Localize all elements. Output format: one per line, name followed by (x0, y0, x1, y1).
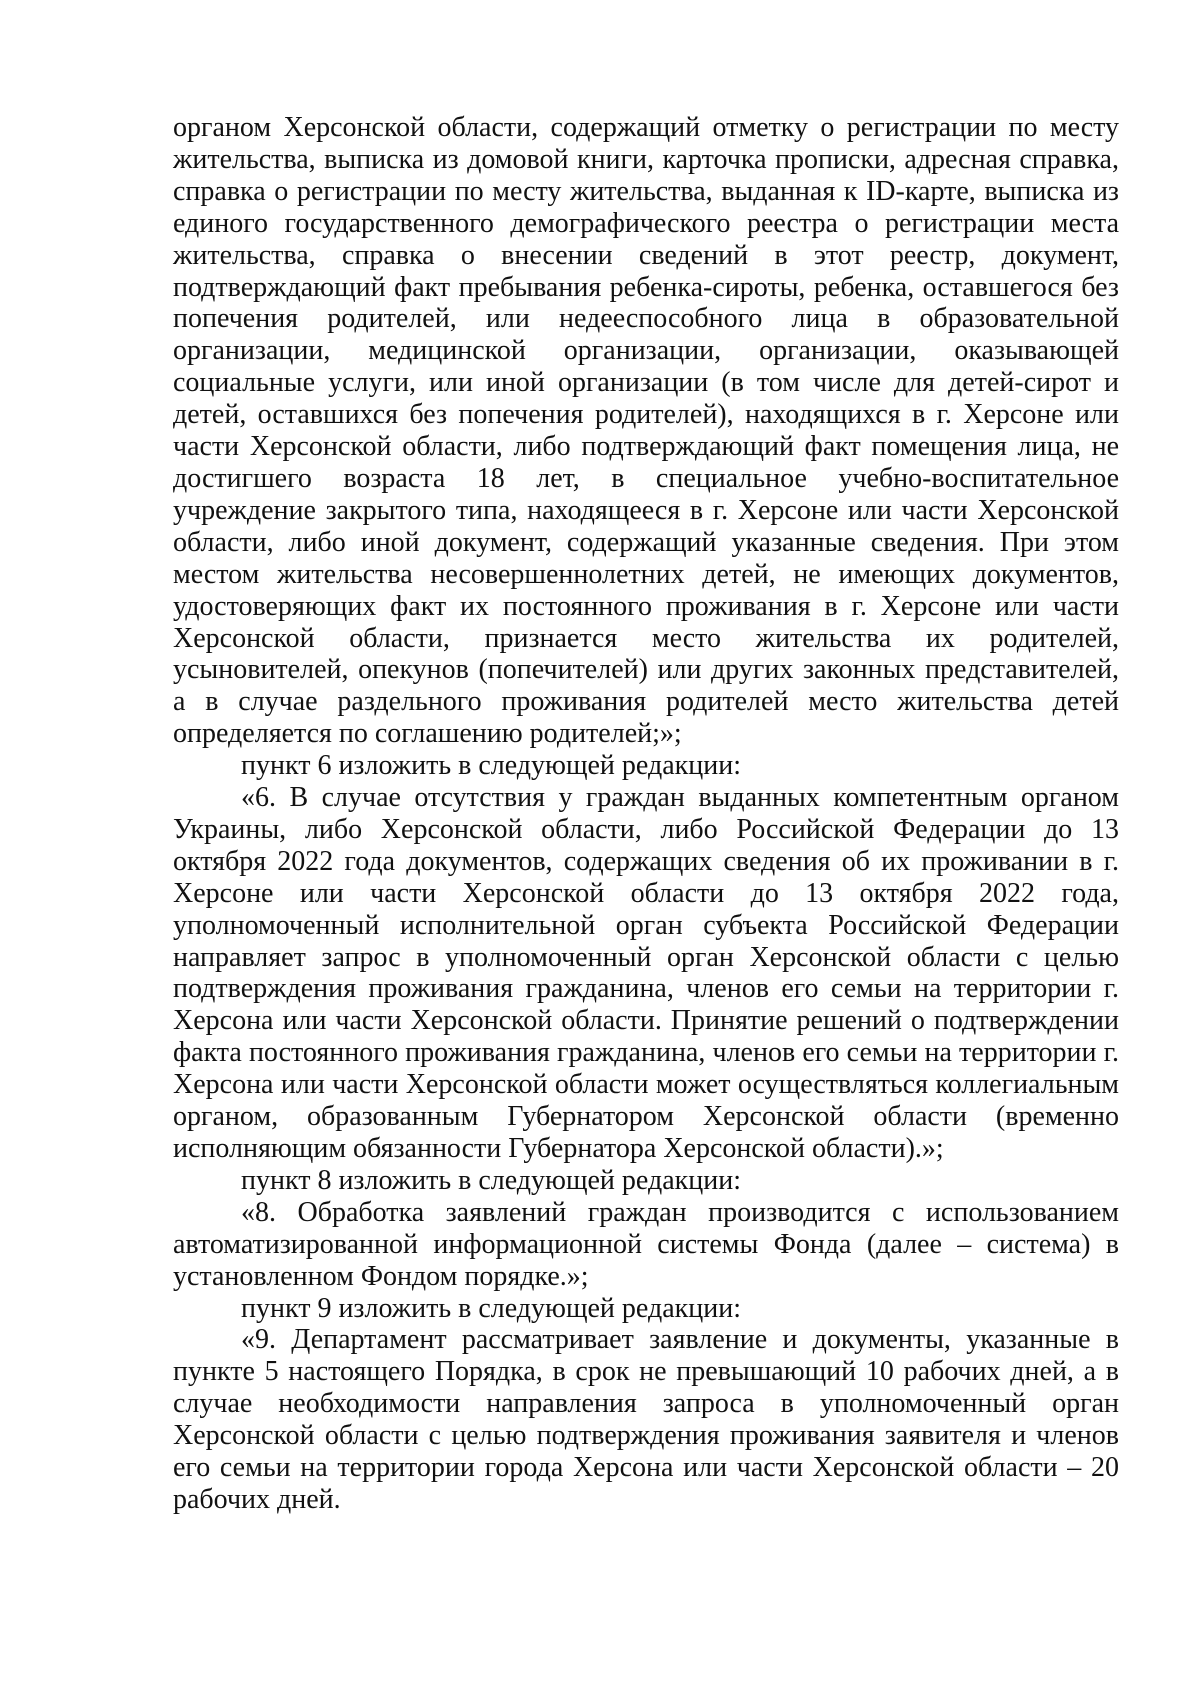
paragraph-clause-6-text: «6. В случае отсутствия у граждан выданных компетентным органом Украины, либо Херсонской области, либо Российской Федерации до 13 октября 2022 года документов, содержащих сведения об их проживании в г. Херсоне или части Херсонской области до 13 октября 2022 года, уполномоченный исполнительной орган субъекта Российской Федерации направляет запрос в уполномоченный орган Херсонской области с целью подтверждения проживания гражданина, членов его семьи на территории г. Херсона или части Херсонской области. Принятие решений о подтверждении факта постоянного проживания гражданина, членов его семьи на территории г. Херсона или части Херсонской области может осуществляться коллегиальным органом, образованным Губернатором Херсонской области (временно исполняющим обязанности Губернатора Херсонской области).»; (173, 782, 1119, 1164)
paragraph-clause-8-text: «8. Обработка заявлений граждан производится с использованием автоматизированной информационной системы Фонда (далее – система) в установленном Фондом порядке.»; (173, 1196, 1119, 1292)
paragraph-clause-9-intro: пункт 9 изложить в следующей редакции: (241, 1292, 741, 1324)
paragraph-clause-8-intro: пункт 8 изложить в следующей редакции: (241, 1164, 741, 1196)
paragraph-clause-9-text: «9. Департамент рассматривает заявление и документы, указанные в пункте 5 настоящего Порядка, в срок не превышающий 10 рабочих дней, а в случае необходимости направления запроса в уполномоченный орган Херсонской области с целью подтверждения проживания заявителя и членов его семьи на территории города Херсона или части Херсонской области – 20 рабочих дней. (173, 1324, 1119, 1515)
document-page (173, 112, 1119, 1516)
paragraph-residence-documents: органом Херсонской области, содержащий отметку о регистрации по месту жительства, выписка из домовой книги, карточка прописки, адресная справка, справка о регистрации по месту жительства, выданная к ID-карте, выписка из единого государственного демографического реестра о регистрации места жительства, справка о внесении сведений в этот реестр, документ, подтверждающий факт пребывания ребенка-сироты, ребенка, оставшегося без попечения родителей, или недееспособного лица в образовательной организации, медицинской организации, организации, оказывающей социальные услуги, или иной организации (в том числе для детей-сирот и детей, оставшихся без попечения родителей), находящихся в г. Херсоне или части Херсонской области, либо подтверждающий факт помещения лица, не достигшего возраста 18 лет, в специальное учебно-воспитательное учреждение закрытого типа, находящееся в г. Херсоне или части Херсонской области, либо иной документ, содержащий указанные сведения. При этом местом жительства несовершеннолетних детей, не имеющих документов, удостоверяющих факт их постоянного проживания в г. Херсоне или части Херсонской области, признается место жительства их родителей, усыновителей, опекунов (попечителей) или других законных представителей, а в случае раздельного проживания родителей место жительства детей определяется по соглашению родителей;»; (173, 112, 1119, 750)
paragraph-clause-6-intro: пункт 6 изложить в следующей редакции: (241, 750, 741, 782)
